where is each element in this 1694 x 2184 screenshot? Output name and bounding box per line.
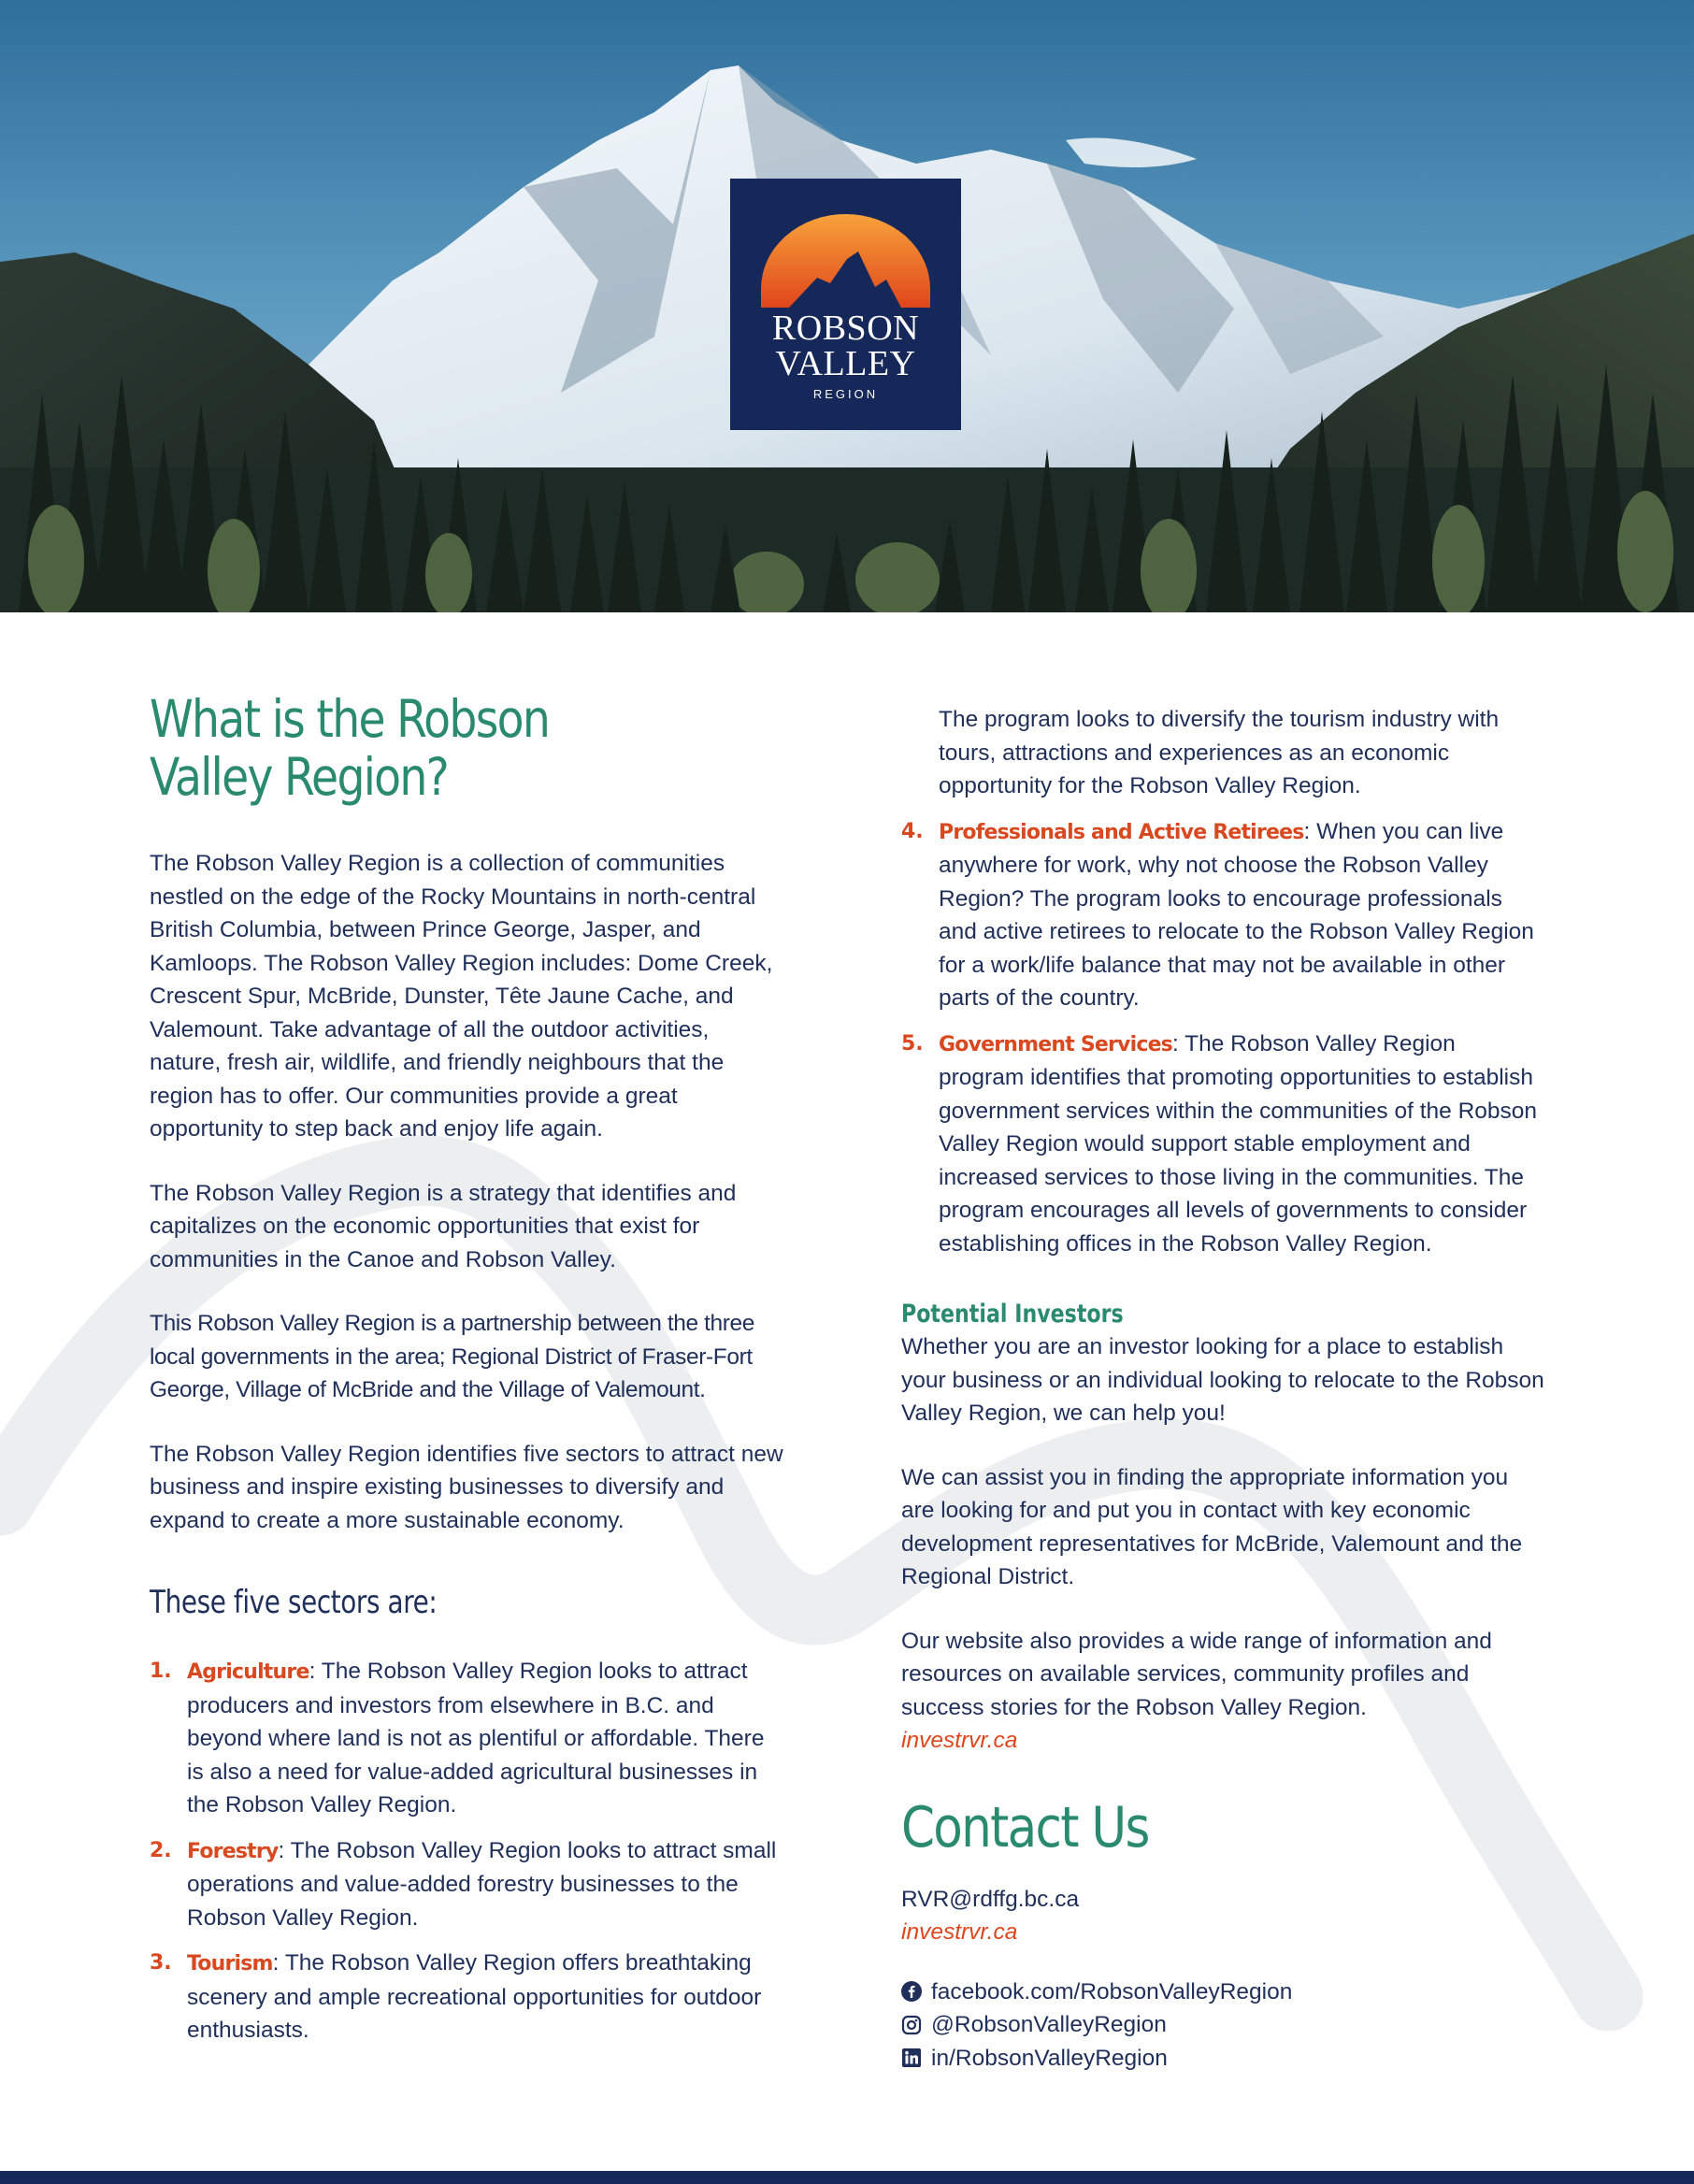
list-number: 4. [901,819,924,843]
website-paragraph: Our website also provides a wide range of information and resources on available services, community profiles and success stories for the Robson Valley Region. [901,1628,1492,1720]
investors-paragraph: Whether you are an investor looking for a place to establish your business or an individual looking to relocate to the Robson Valley Region, we can help you! [901,1334,1544,1426]
mountain-sun-logo-icon [761,214,930,308]
list-item [901,1027,1546,1261]
list-item [150,1834,785,1935]
contact-heading: Contact Us [901,1794,1149,1861]
instagram-handle: @RobsonValleyRegion [931,2012,1167,2037]
page-title: What is the Robson Valley Region? [150,689,550,807]
strategy-paragraph: The Robson Valley Region is a strategy that identifies and capitalizes on the economic opportunities that exist for communities in the Canoe and Robson Valley. [150,1180,737,1272]
list-number: 5. [901,1031,924,1056]
sectors-heading: These five sectors are: [150,1584,438,1621]
sector-term: Tourism [187,1952,273,1976]
list-item [150,1655,785,1822]
sectors-intro-paragraph: The Robson Valley Region identifies five sectors to attract new business and inspire existing businesses to diversify and expand to create a more sustainable economy. [150,1441,783,1533]
facebook-handle: facebook.com/RobsonValleyRegion [931,1978,1293,2004]
logo-text-region: REGION [812,387,879,401]
linkedin-link[interactable] [901,2042,1546,2076]
instagram-link[interactable] [901,2008,1546,2042]
sectors-list-continued [901,815,1546,1261]
robson-valley-logo [730,179,961,430]
sector-description: : The Robson Valley Region program identifies that promoting opportunities to establish government services within the communities of the Robson Valley Region would support stable employment and increased services to those living in the communities. The program encourages all levels of governments to consider establishing offices in the Robson Valley Region. [939,1030,1538,1257]
contact-email[interactable]: RVR@rdffg.bc.ca [901,1886,1080,1912]
list-item [901,815,1546,1015]
sector-description: : The Robson Valley Region offers breathtaking scenery and ample recreational opportunities for outdoor enthusiasts. [187,1950,762,2043]
partnership-paragraph: This Robson Valley Region is a partnership between the three local governments in the area; Regional District of Fraser-Fort George, Village of McBride and the Village of Valemount. [150,1311,754,1402]
right-column [901,703,1546,2075]
intro-paragraph: The Robson Valley Region is a collection of communities nestled on the edge of the Rocky Mountains in north-central British Columbia, between Prince George, Jasper, and Kamloops. The Robson Valley Region includes: Dome Creek, Crescent Spur, McBride, Dunster, Tête Jaune Cache, and Valemount. Take advantage of all the outdoor activities, nature, fresh air, wildlife, and friendly neighbours that the region has to offer. Our communities provide a great opportunity to step back and enjoy life again. [150,851,773,1142]
sectors-list [150,1655,785,2048]
sector-description: : The Robson Valley Region looks to attract small operations and value-added forestry businesses to the Robson Valley Region. [187,1837,777,1931]
linkedin-handle: in/RobsonValleyRegion [931,2045,1168,2071]
investors-heading: Potential Investors [901,1300,1124,1329]
sector-term: Forestry [187,1839,279,1863]
facebook-link[interactable] [901,1976,1546,2009]
sector-description: : The Robson Valley Region looks to attract producers and investors from elsewhere in B.C. and beyond where land is not as plentiful or affordable. There is also a need for value-added agricultural businesses in the Robson Valley Region. [187,1659,765,1818]
logo-text-robson: ROBSON [771,309,920,348]
sector-term: Government Services [939,1032,1172,1056]
linkedin-icon [901,2048,922,2068]
facebook-icon [901,1981,922,2002]
tourism-continued-text: The program looks to diversify the tourism industry with tours, attractions and experiences as an economic opportunity for the Robson Valley Region. [939,707,1500,798]
list-number: 2. [150,1838,172,1862]
list-number: 1. [150,1660,172,1683]
sector-term: Agriculture [187,1660,309,1684]
sector-description: : When you can live anywhere for work, why not choose the Robson Valley Region? The program looks to encourage professionals and active retirees to relocate to the Robson Valley Region for a work/life balance that may not be available in other parts of the country. [939,818,1534,1011]
contact-website-link[interactable]: investrvr.ca [901,1919,1018,1945]
assist-paragraph: We can assist you in finding the appropriate information you are looking for and put you in contact with key economic development representatives for McBride, Valemount and the Regional District. [901,1464,1523,1589]
list-item [150,1947,785,2048]
left-column [150,690,785,2060]
instagram-icon [901,2015,922,2035]
footer-bar [0,2171,1694,2184]
website-link[interactable]: investrvr.ca [901,1728,1018,1753]
logo-text-valley: VALLEY [775,344,916,383]
list-number: 3. [150,1951,172,1975]
sector-term: Professionals and Active Retirees [939,820,1304,844]
